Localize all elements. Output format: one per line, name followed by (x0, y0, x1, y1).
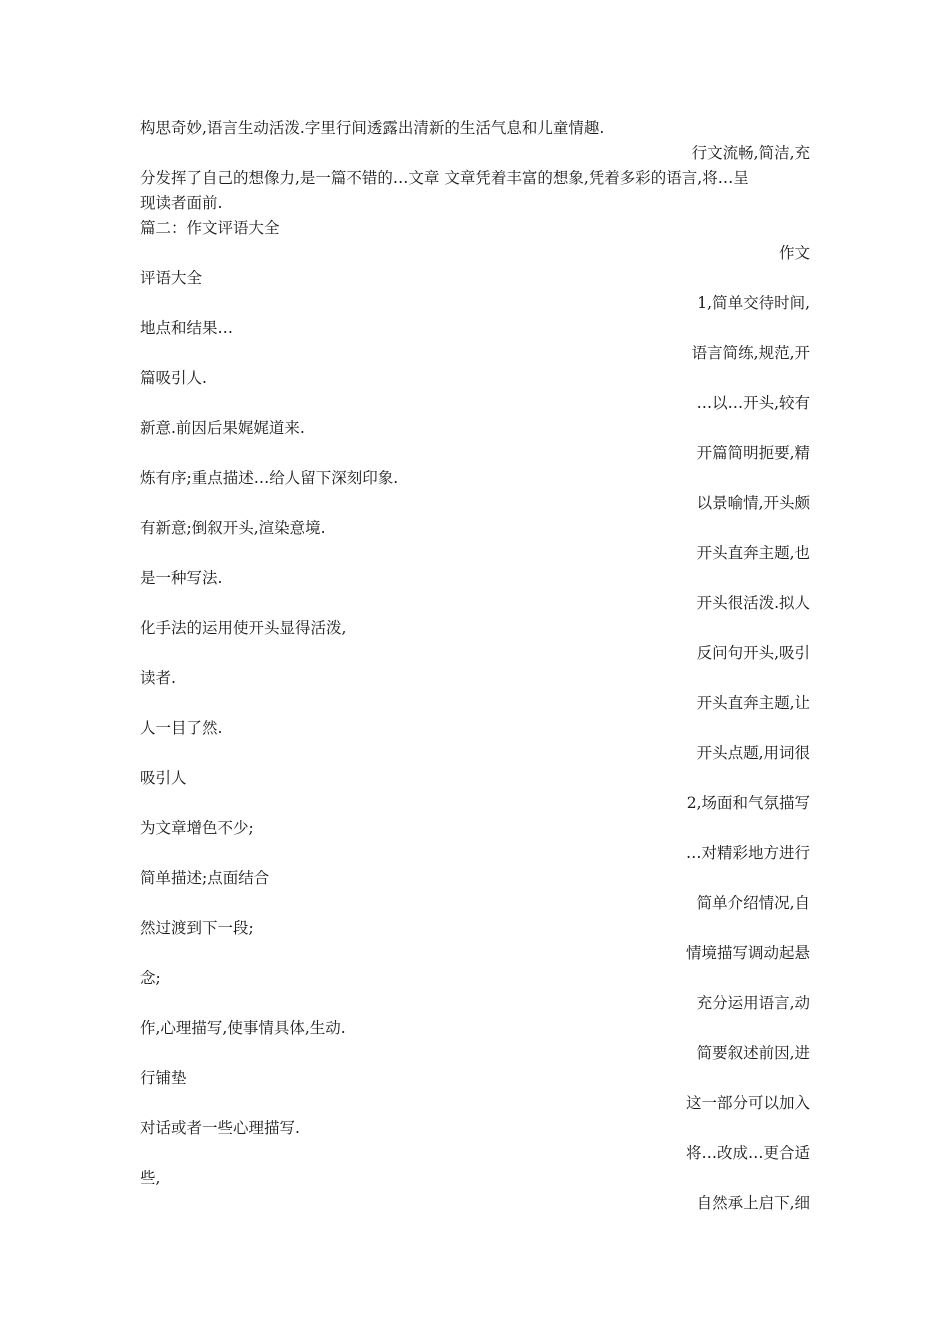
text-line: 语言简练,规范,开 (691, 344, 810, 362)
text-line: 开篇简明扼要,精 (696, 444, 810, 462)
text-line: 以景喻情,开头颇 (696, 494, 810, 512)
text-line: 对话或者一些心理描写. (140, 1119, 300, 1137)
text-line: 简单介绍情况,自 (696, 894, 810, 912)
text-line: 作文 (778, 244, 810, 262)
text-line: 开头很活泼.拟人 (696, 594, 810, 612)
text-line: 构思奇妙,语言生动活泼.字里行间透露出清新的生活气息和儿童情趣. (140, 119, 605, 137)
text-line: 充分运用语言,动 (696, 994, 810, 1012)
text-line: 地点和结果… (140, 319, 234, 337)
text-line: 反问句开头,吸引 (696, 644, 810, 662)
text-line: 读者. (140, 669, 176, 687)
text-line: 行铺垫 (140, 1069, 187, 1087)
text-line: 简要叙述前因,进 (696, 1044, 810, 1062)
text-line: 开头直奔主题,也 (696, 544, 810, 562)
text-line: 新意.前因后果娓娓道来. (140, 419, 305, 437)
text-line: 评语大全 (140, 269, 203, 287)
text-line: …对精彩地方进行 (685, 844, 810, 862)
text-line: 有新意;倒叙开头,渲染意境. (140, 519, 326, 537)
text-line: 2,场面和气氛描写 (686, 794, 810, 812)
text-line: 是一种写法. (140, 569, 223, 587)
text-line: 简单描述;点面结合 (140, 869, 270, 887)
text-line: 为文章增色不少; (140, 819, 254, 837)
text-line: 些, (140, 1169, 161, 1187)
section-heading: 篇二：作文评语大全 (140, 219, 280, 237)
text-line: 将…改成…更合适 (685, 1144, 810, 1162)
text-line: 1,简单交待时间, (697, 294, 810, 312)
text-line: 炼有序;重点描述…给人留下深刻印象. (140, 469, 399, 487)
text-line: 念; (140, 969, 161, 987)
text-line: 开头点题,用词很 (696, 744, 810, 762)
text-line: 行文流畅,简洁,充 (691, 144, 810, 162)
text-line: …以…开头,较有 (696, 394, 810, 412)
text-line: 然过渡到下一段; (140, 919, 254, 937)
text-line: 作,心理描写,使事情具体,生动. (140, 1019, 346, 1037)
text-line: 化手法的运用使开头显得活泼, (140, 619, 347, 637)
text-line: 自然承上启下,细 (696, 1194, 810, 1212)
text-line: 现读者面前. (140, 194, 223, 212)
text-line: 分发挥了自己的想像力,是一篇不错的…文章 文章凭着丰富的想象,凭着多彩的语言,将…呈 (140, 169, 749, 187)
text-line: 这一部分可以加入 (685, 1094, 810, 1112)
text-line: 开头直奔主题,让 (696, 694, 810, 712)
text-line: 情境描写调动起悬 (685, 944, 810, 962)
text-line: 篇吸引人. (140, 369, 207, 387)
text-line: 人一目了然. (140, 719, 223, 737)
text-line: 吸引人 (140, 769, 187, 787)
